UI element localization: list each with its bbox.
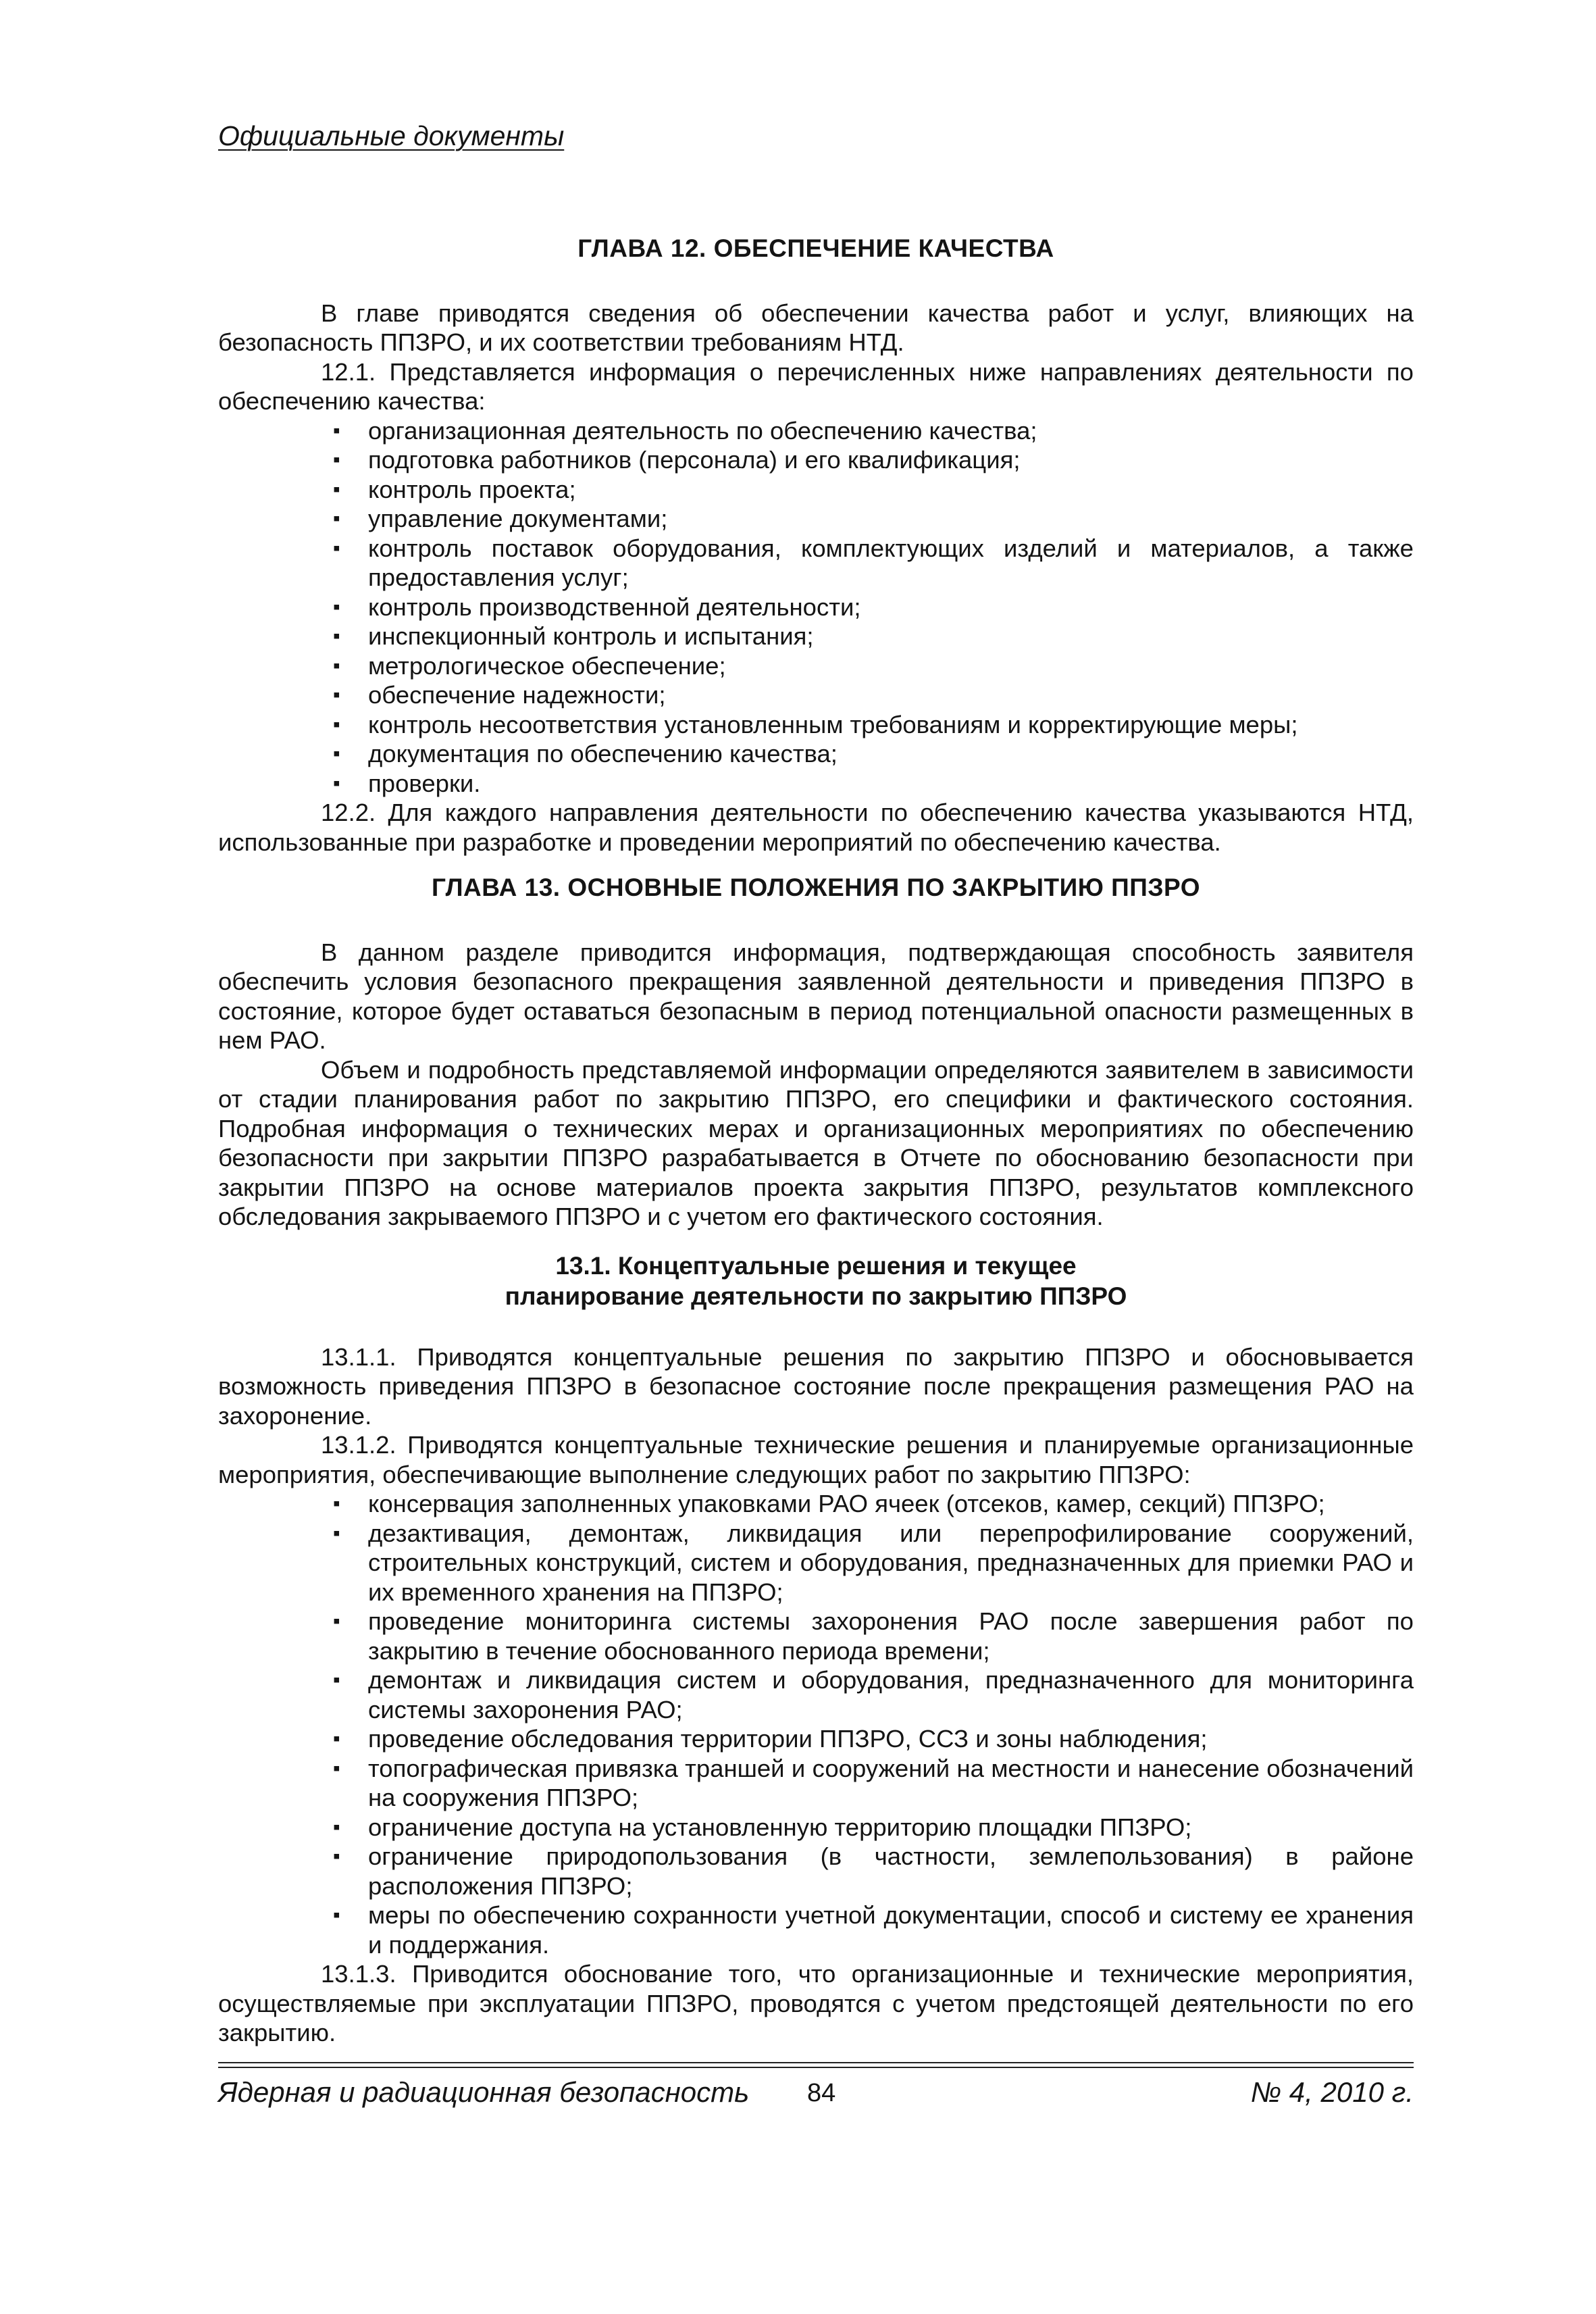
bullet-icon: ▪ <box>333 419 340 442</box>
list-item: ▪ проведение обследования территории ППЗРО, ССЗ и зоны наблюдения; <box>333 1725 1208 1753</box>
footer-journal-title: Ядерная и радиационная безопасность <box>218 2076 750 2108</box>
list-item: ▪ ограничение природопользования (в частности, землепользования) в районе расположения ППЗРО; <box>333 1842 1414 1900</box>
bullet-icon: ▪ <box>333 1815 340 1838</box>
list-item: ▪ топографическая привязка траншей и сооружений на местности и нанесение обозначений на сооружения ППЗРО; <box>333 1754 1414 1811</box>
bullet-icon: ▪ <box>333 1521 340 1544</box>
bullet-icon: ▪ <box>333 1904 340 1926</box>
list-item: ▪ обеспечение надежности; <box>333 681 666 709</box>
bullet-icon: ▪ <box>333 1669 340 1691</box>
footer-rule-bottom <box>218 2067 1414 2068</box>
footer-rule-top <box>218 2062 1414 2063</box>
bullet-icon: ▪ <box>333 772 340 795</box>
list-item: ▪ контроль несоответствия установленным требованиям и корректирующие меры; <box>333 710 1298 738</box>
paragraph-13-1-1: 13.1.1. Приводятся концептуальные решения по закрытию ППЗРО и обосновывается возможность приведения ППЗРО в безопасное состояние после прекращения размещения РАО на захоронение. <box>218 1342 1414 1430</box>
chapter-12-intro: В главе приводятся сведения об обеспечении качества работ и услуг, влияющих на безопасность ППЗРО, и их соответствии требованиям НТД. <box>218 299 1414 356</box>
bullet-icon: ▪ <box>333 743 340 765</box>
paragraph-12-2: 12.2. Для каждого направления деятельности по обеспечению качества указываются НТД, использованные при разработке и проведении мероприятий по обеспечению качества. <box>218 799 1414 856</box>
list-item: ▪ контроль поставок оборудования, комплектующих изделий и материалов, а также предоставления услуг; <box>333 534 1414 591</box>
bullet-icon: ▪ <box>333 507 340 530</box>
list-item: ▪ проведение мониторинга системы захоронения РАО после завершения работ по закрытию в течение обоснованного периода времени; <box>333 1607 1414 1665</box>
list-item: ▪ документация по обеспечению качества; <box>333 740 838 768</box>
list-item: ▪ контроль проекта; <box>333 475 576 503</box>
paragraph-13-1-3: 13.1.3. Приводится обоснование того, что организационные и технические мероприятия, осуществляемые при эксплуатации ППЗРО, проводятся с учетом предстоящей деятельности по его закрытию. <box>218 1960 1414 2046</box>
bullet-icon: ▪ <box>333 595 340 618</box>
bullet-icon: ▪ <box>333 1492 340 1515</box>
chapter-13-paragraph-1: В данном разделе приводится информация, подтверждающая способность заявителя обеспечить условия безопасного прекращения заявленной деятельности и приведения ППЗРО в состояние, которое будет оставаться безопасным в период потенциальной опасности размещенных в нем РАО. <box>218 938 1414 1054</box>
chapter-12-title: ГЛАВА 12. ОБЕСПЕЧЕНИЕ КАЧЕСТВА <box>577 234 1054 262</box>
section-title-line-2: планирование деятельности по закрытию ППЗРО <box>505 1282 1127 1310</box>
bullet-icon: ▪ <box>333 449 340 471</box>
chapter-13-list <box>218 1489 1414 1959</box>
paragraph-12-1: 12.1. Представляется информация о перечисленных ниже направлениях деятельности по обеспечению качества: <box>218 357 1414 415</box>
page-footer <box>218 2076 1414 2117</box>
list-item: ▪ проверки. <box>333 769 481 797</box>
list-item: ▪ управление документами; <box>333 505 668 532</box>
list-item: ▪ организационная деятельность по обеспечению качества; <box>333 416 1037 445</box>
bullet-icon: ▪ <box>333 1845 340 1867</box>
paragraph-13-1-2: 13.1.2. Приводятся концептуальные технические решения и планируемые организационные мероприятия, обеспечивающие выполнение следующих работ по закрытию ППЗРО: <box>218 1431 1414 1488</box>
chapter-12-list <box>218 416 1414 799</box>
chapter-13-title: ГЛАВА 13. ОСНОВНЫЕ ПОЛОЖЕНИЯ ПО ЗАКРЫТИЮ ППЗРО <box>432 874 1200 901</box>
footer-issue: № 4, 2010 г. <box>1250 2076 1414 2108</box>
bullet-icon: ▪ <box>333 1757 340 1780</box>
bullet-icon: ▪ <box>333 654 340 677</box>
document-body <box>218 234 1414 2048</box>
list-item: ▪ метрологическое обеспечение; <box>333 651 726 680</box>
bullet-icon: ▪ <box>333 536 340 559</box>
bullet-icon: ▪ <box>333 684 340 706</box>
list-item: ▪ инспекционный контроль и испытания; <box>333 622 814 650</box>
chapter-13-paragraph-2: Объем и подробность представляемой информации определяются заявителем в зависимости от стадии планирования работ по закрытию ППЗРО, его специфики и фактического состояния. Подробная информация о технических мерах и организационных мероприятиях по обеспечению безопасности при закрытии ППЗРО разрабатывается в Отчете по обоснованию безопасности при закрытии ППЗРО на основе материалов проекта закрытия ППЗРО, результатов комплексного обследования закрываемого ППЗРО и с учетом его фактического состояния. <box>218 1055 1414 1230</box>
section-title-line-1: 13.1. Концептуальные решения и текущее <box>555 1251 1077 1280</box>
bullet-icon: ▪ <box>333 1728 340 1750</box>
list-item: ▪ консервация заполненных упаковками РАО ячеек (отсеков, камер, секций) ППЗРО; <box>333 1490 1325 1517</box>
bullet-icon: ▪ <box>333 713 340 736</box>
running-head: Официальные документы <box>218 120 565 151</box>
list-item: ▪ меры по обеспечению сохранности учетной документации, способ и систему ее хранения и поддержания. <box>333 1901 1414 1959</box>
bullet-icon: ▪ <box>333 1610 340 1632</box>
footer-page-number: 84 <box>807 2079 836 2107</box>
page <box>218 0 1414 2314</box>
list-item: ▪ ограничение доступа на установленную территорию площадки ППЗРО; <box>333 1813 1192 1841</box>
bullet-icon: ▪ <box>333 478 340 501</box>
list-item: ▪ подготовка работников (персонала) и его квалификация; <box>333 446 1021 474</box>
list-item: ▪ демонтаж и ликвидация систем и оборудования, предназначенного для мониторинга системы захоронения РАО; <box>333 1666 1414 1724</box>
section-13-1-title <box>218 1251 1414 1311</box>
list-item: ▪ дезактивация, демонтаж, ликвидация или перепрофилирование сооружений, строительных конструкций, систем и оборудования, предназначенных для приемки РАО и их временного хранения на ППЗРО; <box>333 1519 1414 1606</box>
bullet-icon: ▪ <box>333 625 340 647</box>
list-item: ▪ контроль производственной деятельности; <box>333 593 861 621</box>
